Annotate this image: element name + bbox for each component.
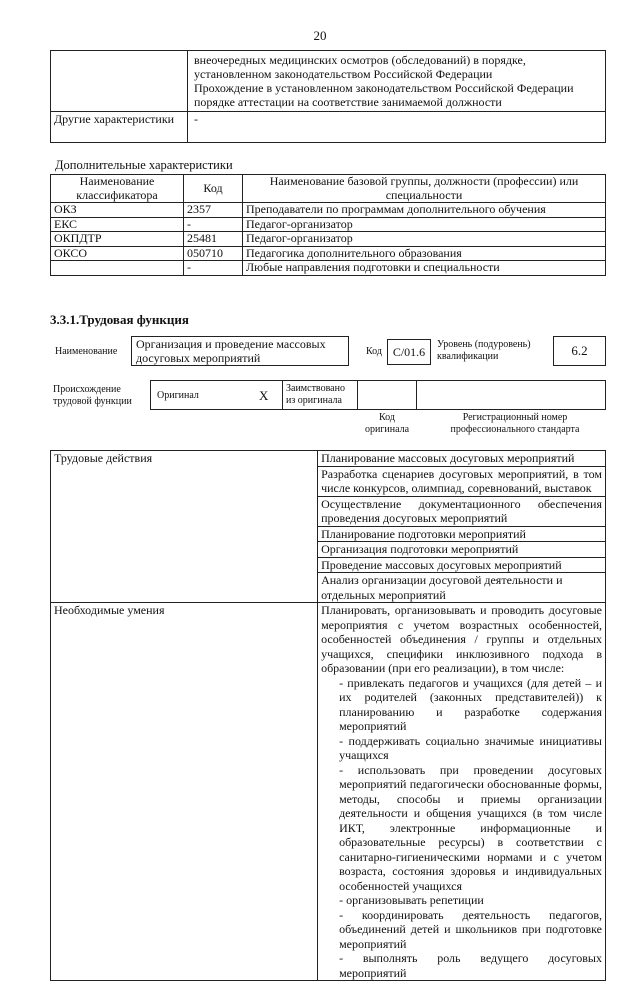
skills-label: Необходимые умения	[51, 603, 318, 981]
row-label	[51, 51, 188, 112]
action-item: Планирование подготовки мероприятий	[318, 526, 606, 542]
borrowed-label: Заимствовано из оригинала	[286, 383, 345, 406]
table-header-row	[51, 175, 606, 203]
table-row	[51, 112, 606, 143]
row-text: Прохождение в установленном законодательством Российской Федерации порядке аттестации на соответствие занимаемой должности	[194, 81, 574, 109]
cell: -	[184, 261, 243, 276]
cell: ОКЗ	[51, 203, 184, 218]
origin-table	[150, 380, 606, 410]
column-header: Наименование классификатора	[51, 175, 184, 203]
name-label: Наименование	[55, 346, 118, 357]
skills-intro: Планировать, организовывать и проводить досуговые мероприятия с учетом возрастных особенностей, особенностей объединения / группы и отдельных учащихся, специфики инклюзивного подхода в образовании (при его реализации), в том числе:	[321, 603, 602, 675]
skill-item: - выполнять роль ведущего досуговых мероприятий	[339, 951, 602, 980]
skill-item: - использовать при проведении досуговых мероприятий педагогически обоснованные формы, методы, способы и приемы организации деятельности и общения учащихся (в том числе ИКТ, электронные информационные и образовательные ресурсы) в соответствии с санитарно-гигиеническими нормами и с учетом возраста, состояния здоровья и индивидуальных особенностей учащихся	[339, 762, 602, 893]
table-row	[51, 451, 606, 467]
table-row	[51, 246, 606, 261]
divider	[282, 380, 283, 410]
original-mark: X	[259, 388, 269, 403]
page-number: 20	[313, 28, 327, 43]
cell: 050710	[184, 246, 243, 261]
function-details-table	[50, 450, 606, 981]
skills-cell	[318, 603, 606, 981]
cell: 25481	[184, 232, 243, 247]
action-item: Проведение массовых досуговых мероприятий	[318, 557, 606, 573]
cell: 2357	[184, 203, 243, 218]
level-label: Уровень (подуровень) квалификации	[437, 339, 531, 362]
code-original-caption: Код оригинала	[364, 412, 410, 435]
table-row	[51, 51, 606, 112]
function-code-box: С/01.6	[387, 339, 431, 365]
column-header: Код	[184, 175, 243, 203]
function-name-box: Организация и проведение массовых досуговых мероприятий	[131, 336, 349, 366]
registration-caption: Регистрационный номер профессионального стандарта	[450, 412, 580, 435]
origin-label: Происхождение трудовой функции	[53, 384, 132, 407]
divider	[416, 380, 417, 410]
skill-item: - организовывать репетиции	[339, 893, 484, 907]
original-label: Оригинал	[157, 390, 199, 401]
row-text: -	[188, 112, 606, 143]
level-value-box: 6.2	[553, 336, 606, 366]
cell: -	[184, 217, 243, 232]
code-label: Код	[366, 346, 382, 357]
table-row	[51, 603, 606, 981]
table-row	[51, 261, 606, 276]
cell: Педагогика дополнительного образования	[243, 246, 606, 261]
skill-item: - поддерживать социально значимые инициативы учащихся	[339, 733, 602, 762]
cell	[51, 261, 184, 276]
action-item: Осуществление документационного обеспечения проведения досуговых мероприятий	[318, 496, 606, 526]
additional-title: Дополнительные характеристики	[55, 158, 233, 172]
action-item: Организация подготовки мероприятий	[318, 542, 606, 558]
table-row	[51, 217, 606, 232]
table-row	[51, 203, 606, 218]
additional-table	[50, 174, 606, 276]
cell: Педагог-организатор	[243, 217, 606, 232]
row-label: Другие характеристики	[51, 112, 188, 143]
actions-label: Трудовые действия	[51, 451, 318, 603]
cell: ЕКС	[51, 217, 184, 232]
cell: Преподаватели по программам дополнительного обучения	[243, 203, 606, 218]
cell: Любые направления подготовки и специальности	[243, 261, 606, 276]
column-header: Наименование базовой группы, должности (профессии) или специальности	[243, 175, 606, 203]
cell: ОКСО	[51, 246, 184, 261]
requirements-table	[50, 50, 606, 143]
cell: Педагог-организатор	[243, 232, 606, 247]
divider	[357, 380, 358, 410]
cell: ОКПДТР	[51, 232, 184, 247]
skill-item: - привлекать педагогов и учащихся (для детей – и их родителей (законных представителей)) к планированию и разработке содержания мероприятий	[339, 675, 602, 733]
action-item: Анализ организации досуговой деятельности и отдельных мероприятий	[318, 573, 606, 603]
action-item: Разработка сценариев досуговых мероприятий, в том числе конкурсов, олимпиад, соревнований, выставок	[318, 466, 606, 496]
table-row	[51, 232, 606, 247]
row-text: внеочередных медицинских осмотров (обследований) в порядке, установленном законодательством Российской Федерации	[194, 53, 526, 81]
action-item: Планирование массовых досуговых мероприятий	[318, 451, 606, 467]
skill-item: - координировать деятельность педагогов, объединений детей и школьников при подготовке мероприятий	[339, 907, 602, 951]
section-title: 3.3.1.Трудовая функция	[50, 312, 189, 327]
